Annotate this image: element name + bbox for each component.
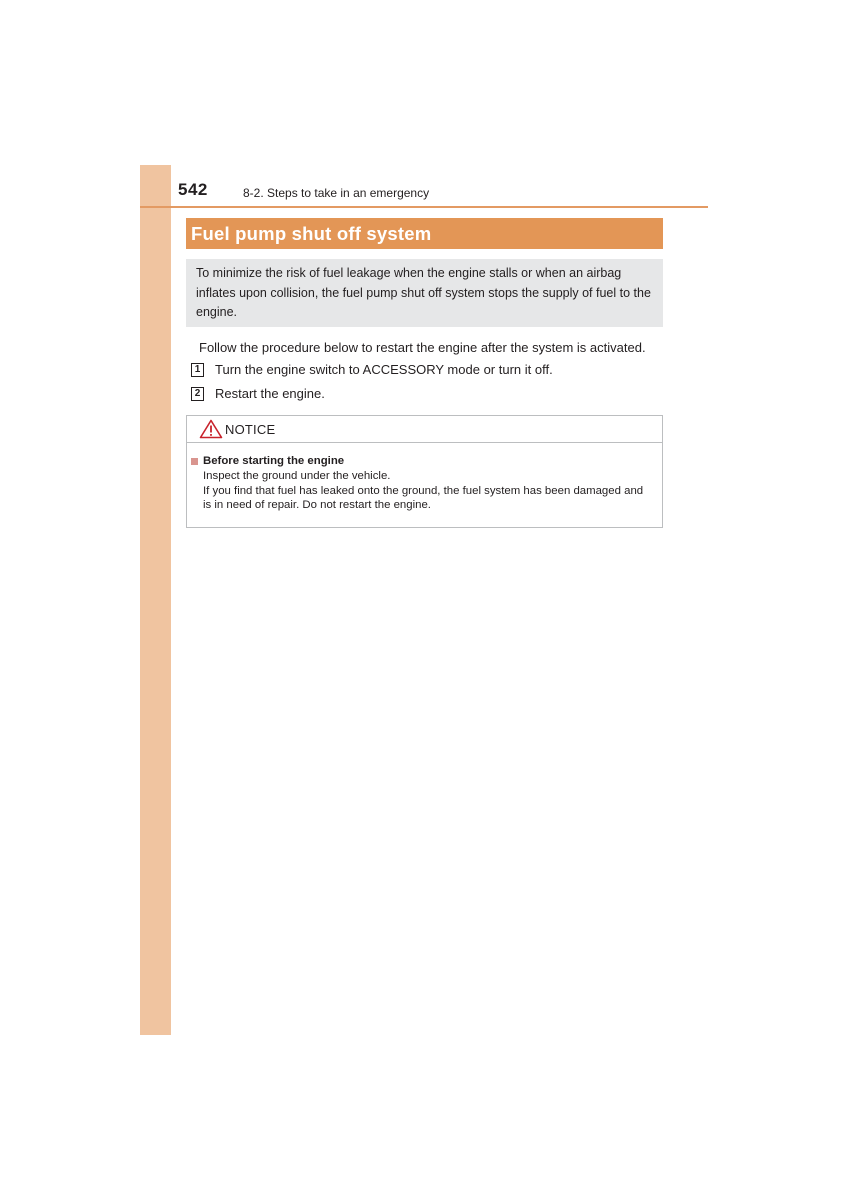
step-number-badge: 2 xyxy=(191,387,204,401)
summary-text: To minimize the risk of fuel leakage when the engine stalls or when an airbag inflates upon collision, the fuel pump shut off system stops the supply of fuel to the engine. xyxy=(196,266,651,319)
notice-heading: Before starting the engine xyxy=(203,455,345,467)
side-tab-band xyxy=(140,165,171,1035)
section-title-bar xyxy=(186,218,663,249)
notice-title: NOTICE xyxy=(225,421,276,437)
summary-box xyxy=(186,259,663,327)
notice-line: If you find that fuel has leaked onto the ground, the fuel system has been damaged and is in need of repair. Do not restart the engine. xyxy=(203,484,644,512)
notice-box xyxy=(186,415,663,528)
step-text: Turn the engine switch to ACCESSORY mode or turn it off. xyxy=(215,362,553,377)
warning-triangle-icon xyxy=(199,419,223,439)
step-item xyxy=(191,362,553,377)
section-reference: 8-2. Steps to take in an emergency xyxy=(243,186,430,200)
notice-body xyxy=(187,443,662,513)
intro-text: Follow the procedure below to restart the engine after the system is activated. xyxy=(199,340,646,355)
section-title: Fuel pump shut off system xyxy=(191,222,432,244)
notice-header xyxy=(187,416,662,443)
step-text: Restart the engine. xyxy=(215,386,325,401)
notice-bullet xyxy=(191,454,654,469)
page-number: 542 xyxy=(178,180,208,199)
bullet-square-icon xyxy=(191,458,198,465)
header-rule xyxy=(140,206,708,208)
step-item xyxy=(191,386,325,401)
notice-line: Inspect the ground under the vehicle. xyxy=(203,469,391,482)
step-number-badge: 1 xyxy=(191,363,204,377)
